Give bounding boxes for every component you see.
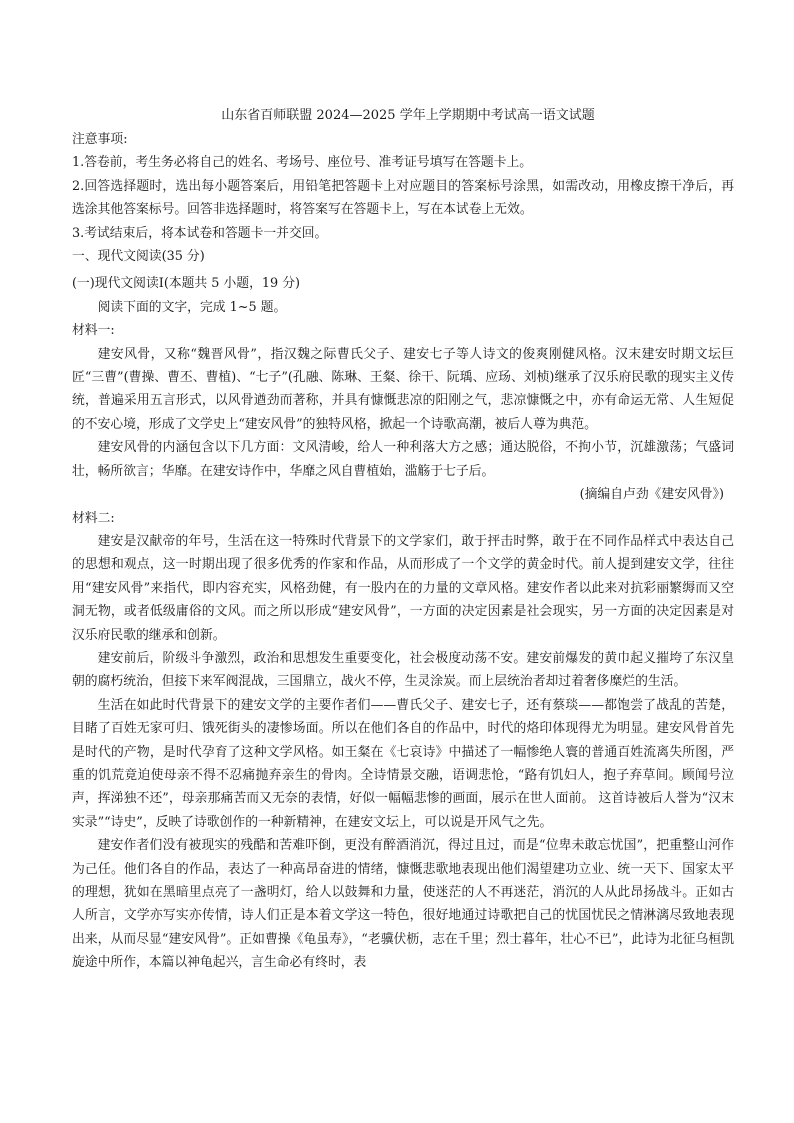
material2-paragraph: 建安前后，阶级斗争激烈，政治和思想发生重要变化，社会极度动荡不安。建安前爆发的黄巾起义摧垮了东汉皇朝的腐朽统治，但接下来军阀混战，三国鼎立，战火不停，生灵涂炭。而上层统治者却过着奢侈糜烂的生活。 — [72, 650, 734, 690]
section-heading: 一、现代文阅读(35 分) — [72, 249, 205, 265]
exam-title: 山东省百师联盟 2024—2025 学年上学期期中考试高一语文试题 — [221, 108, 595, 123]
notice-heading: 注意事项: — [72, 132, 128, 147]
subsection-heading: (一)现代文阅读Ⅰ(本题共 5 小题，19 分) — [72, 276, 301, 292]
notice-item: 1.答卷前，考生务必将自己的姓名、考场号、座位号、准考证号填写在答题卡上。 — [72, 155, 533, 171]
material2-paragraph: 建安作者们没有被现实的残酷和苦难吓倒，更没有醉酒消沉，得过且过，而是“位卑未敢忘忧国”，把重整山河作为己任。他们各自的作品，表达了一种高昂奋进的情绪，慷慨悲歌地表现出他们渴望建功立业、统一天下、国家太平的理想，犹如在黑暗里点亮了一盏明灯，给人以鼓舞和力量，使迷茫的人不再迷茫，消沉的人从此昂扬战斗。正如古人所言，文学亦写实亦传情，诗人们正是本着文学这一特色，很好地通过诗歌把自己的忧国忧民之情淋漓尽致地表现出来，从而尽显“建安风骨”。正如曹操《龟虽寿》，“老骥伏枥，志在千里；烈士暮年，壮心不已”，此诗为北征乌桓凯旋途中所作，本篇以神龟起兴，言生命必有终时，表 — [72, 838, 734, 971]
material1-label: 材料一: — [72, 323, 115, 339]
material1-source: (摘编自卢劲《建安风骨》) — [579, 487, 724, 503]
notice-item: 2.回答选择题时，选出每小题答案后，用铅笔把答题卡上对应题目的答案标号涂黑，如需改动，用橡皮擦干净后，再选涂其他答案标号。回答非选择题时，将答案写在答题卡上，写在本试卷上无效。 — [72, 178, 734, 218]
material2-paragraph: 生活在如此时代背景下的建安文学的主要作者们——曹氏父子、建安七子，还有蔡琰——都饱尝了战乱的苦楚，目睹了百姓无家可归、饿死街头的凄惨场面。所以在他们各自的作品中，时代的烙印体现得尤为明显。建安风骨首先是时代的产物，是时代孕育了这种文学风格。如王粲在《七哀诗》中描述了一幅惨绝人寰的普通百姓流离失所图，严重的饥荒竟迫使母亲不得不忍痛抛弃亲生的骨肉。全诗情景交融，语调悲怆，“路有饥妇人，抱子弃草间。顾闻号泣声，挥涕独不还”，母亲那痛苦而又无奈的表情，好似一幅幅悲惨的画面，展示在世人面前。 这首诗被后人誉为“汉末实录”“诗史”，反映了诗歌创作的一种新精神，在建安文坛上，可以说是开风气之先。 — [72, 697, 734, 830]
material1-paragraph: 建安风骨，又称“魏晋风骨”，指汉魏之际曹氏父子、建安七子等人诗文的俊爽刚健风格。汉末建安时期文坛巨匠“三曹”(曹操、曹丕、曹植)、“七子”(孔融、陈琳、王粲、徐干、阮瑀、应玚、刘桢)继承了汉乐府民歌的现实主义传统，普遍采用五言形式，以风骨遒劲而著称，并具有慷慨悲凉的阳刚之气，悲凉慷慨之中，亦有命运无常、人生短促的不安心境，形成了文学史上“建安风骨”的独特风格，掀起一个诗歌高潮，被后人尊为典范。 — [72, 346, 734, 432]
instruction: 阅读下面的文字，完成 1~5 题。 — [97, 299, 287, 315]
material2-label: 材料二: — [72, 510, 115, 526]
material1-paragraph: 建安风骨的内涵包含以下几方面：文风清峻，给人一种利落大方之感；通达脱俗，不拘小节，沉雄激荡；气盛词壮，畅所欲言；华靡。在建安诗作中，华靡之风自曹植始，滥觞于七子后。 — [72, 440, 734, 479]
exam-page — [72, 104, 734, 975]
notice-item: 3.考试结束后，将本试卷和答题卡一并交回。 — [72, 225, 328, 241]
material2-paragraph: 建安是汉献帝的年号，生活在这一特殊时代背景下的文学家们，敢于抨击时弊，敢于在不同作品样式中表达自己的思想和观点，这一时期出现了很多优秀的作家和作品，从而形成了一个文学的黄金时代。前人提到建安文学，往往用“建安风骨”来指代，即内容充实，风格劲健，有一股内在的力量的文章风格。建安作者以此来对抗彩丽繁缛而又空洞无物，或者低级庸俗的文风。而之所以形成“建安风骨”，一方面的决定因素是社会现实，另一方面的决定因素是对汉乐府民歌的继承和创新。 — [72, 533, 734, 643]
